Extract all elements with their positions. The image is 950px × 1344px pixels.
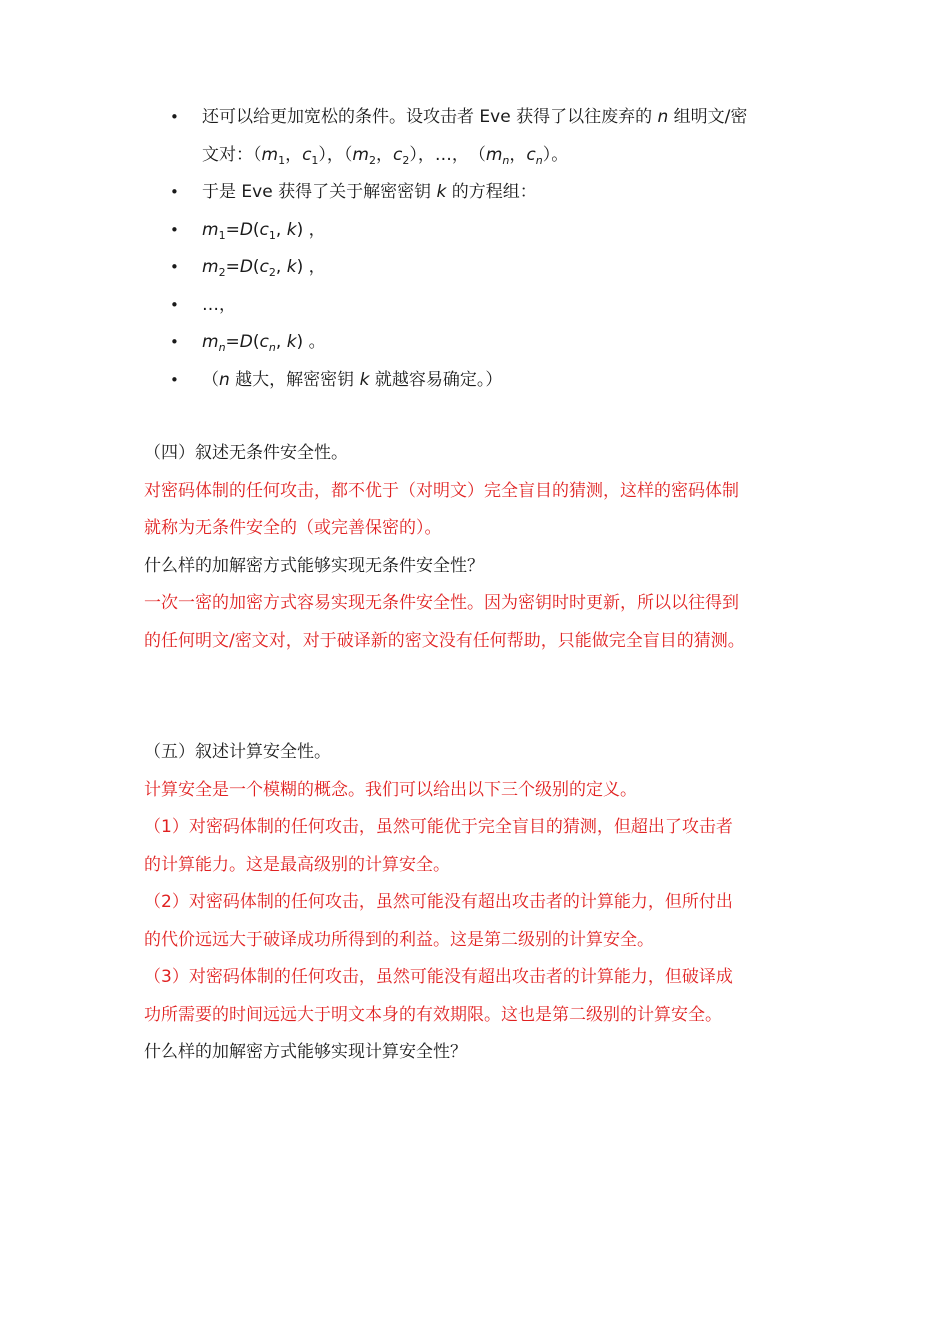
definition-text: 功所需要的时间远远大于明文本身的有效期限。这也是第二级别的计算安全。 (144, 1004, 722, 1025)
definition-text: （1）对密码体制的任何攻击，虽然可能优于完全盲目的猜测，但超出了攻击者 (144, 817, 733, 837)
question-text: 什么样的加解密方式能够实现无条件安全性？ (144, 555, 484, 576)
list-item: • $m_n=D(c_n$, k) 。 (170, 324, 820, 362)
question-text: 什么样的加解密方式能够实现计算安全性？ (144, 1042, 467, 1062)
bullet-dot: • (170, 220, 179, 239)
bullet-dot: • (170, 295, 179, 314)
bullet-dot: • (170, 333, 179, 351)
bullet-list (170, 99, 820, 399)
definition-text: 的计算能力。这是最高级别的计算安全。 (144, 854, 450, 875)
bullet-dot: • (170, 370, 179, 389)
definition-text: （2）对密码体制的任何攻击，虽然可能没有超出攻击者的计算能力，但所付出 (144, 892, 733, 912)
answer-text: 对密码体制的任何攻击，都不优于（对明文）完全盲目的猜测，这样的密码体制 (144, 480, 739, 501)
section-heading: （四）叙述无条件安全性。 (144, 443, 348, 463)
bullet-dot: • (170, 108, 179, 126)
list-item (170, 99, 820, 174)
definition-text: 的代价远远大于破译成功所得到的利益。这是第二级别的计算安全。 (144, 929, 654, 950)
section-unconditional-security (144, 435, 824, 660)
section-heading: （五）叙述计算安全性。 (144, 742, 331, 762)
answer-text: 就称为无条件安全的（或完善保密的）。 (144, 518, 442, 538)
bullet-dot: • (170, 183, 179, 201)
bullet-text-line: 还可以给更加宽松的条件。设攻击者 Eve 获得了以往废弃的 n 组明文/密 (202, 107, 748, 127)
definition-text: （3）对密码体制的任何攻击，虽然可能没有超出攻击者的计算能力，但破译成 (144, 967, 733, 987)
list-item: • 于是 Eve 获得了关于解密密钥 k 的方程组： (170, 174, 820, 212)
bullet-dot: • (170, 258, 179, 276)
answer-text: 的任何明文/密文对，对于破译新的密文没有任何帮助，只能做完全盲目的猜测。 (144, 630, 745, 651)
answer-text: 一次一密的加密方式容易实现无条件安全性。因为密钥时时更新，所以以往得到 (144, 593, 739, 613)
list-item: • $m_1=D(c_1$, k) ， (170, 212, 820, 250)
list-item: • （n 越大，解密密钥 k 就越容易确定。） (170, 362, 820, 400)
bullet-text-line: 文对：（$m_1$，$c_1$），（$m_2$，$c_2$），…， （$m_n$，$c_n$）。 (202, 144, 569, 167)
section-computational-security (144, 734, 824, 1072)
list-item: • …， (170, 287, 820, 325)
list-item: • $m_2=D(c_2$, k) ， (170, 249, 820, 287)
answer-text: 计算安全是一个模糊的概念。我们可以给出以下三个级别的定义。 (144, 779, 637, 800)
